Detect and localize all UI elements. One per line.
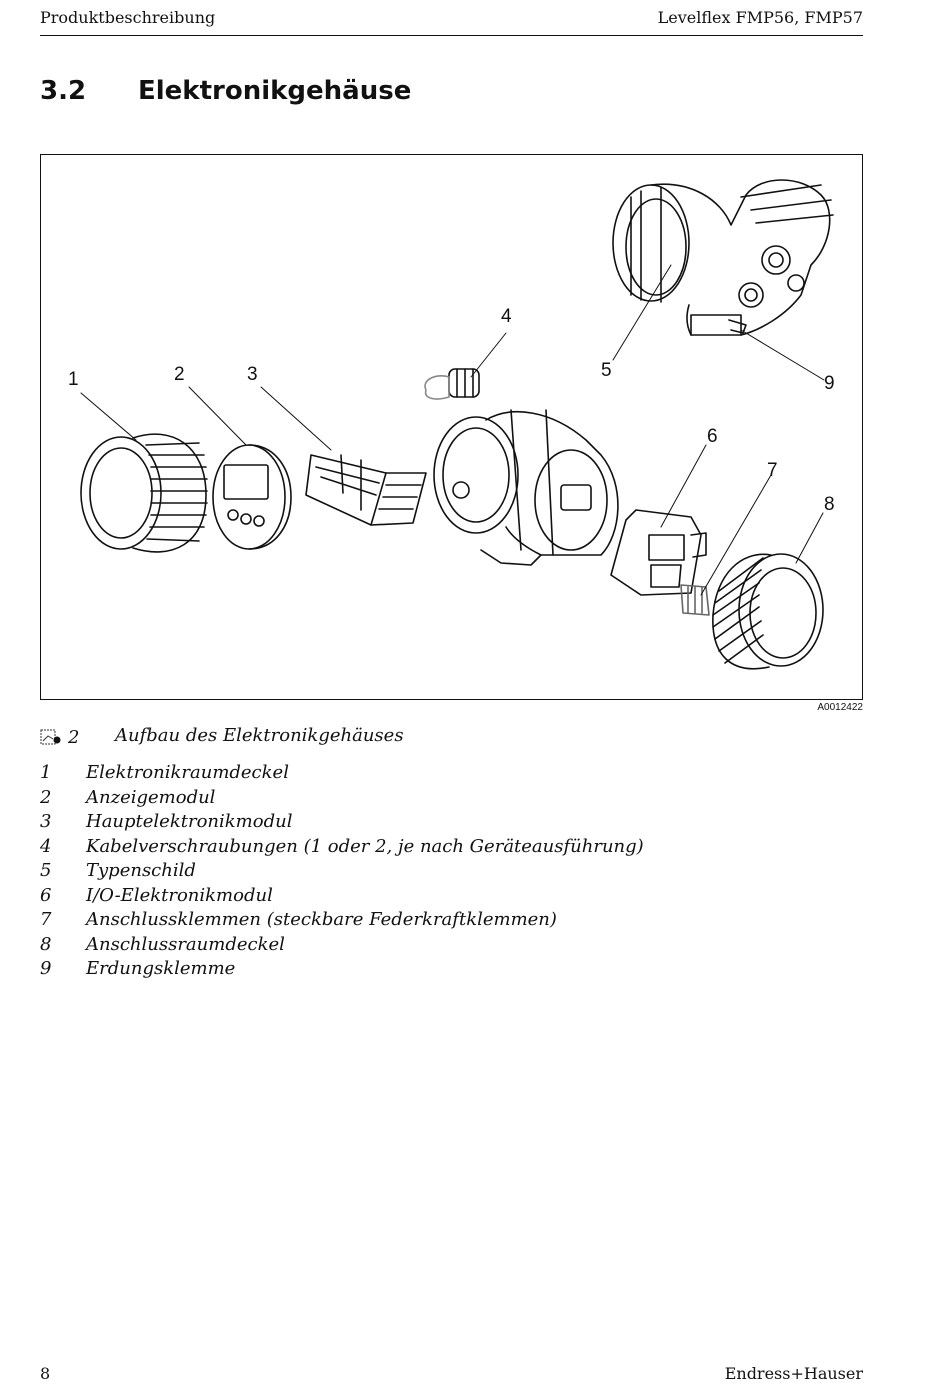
callout-3: 3 [247,364,258,385]
terminal-cover-drawing [713,554,823,669]
legend-text: Anzeigemodul [86,786,216,808]
io-module-drawing [611,510,706,595]
callout-9: 9 [824,373,835,394]
legend-text: Elektronikraumdeckel [86,762,289,783]
legend-number: 1 [40,762,52,783]
legend-number: 5 [40,860,52,881]
exploded-view-drawing [41,155,862,699]
legend-text: Erdungsklemme [86,958,236,979]
callout-2: 2 [174,364,185,385]
page-number: 8 [40,1364,51,1383]
callout-7: 7 [767,460,778,481]
running-header-product: Levelflex FMP56, FMP57 [657,8,863,27]
footer-brand: Endress+Hauser [724,1364,863,1383]
legend-number: 4 [40,835,52,857]
electronics-cover-drawing [81,434,207,552]
legend-text: I/O-Elektronikmodul [86,884,273,906]
cable-gland-drawing [425,369,479,399]
legend-number: 7 [40,909,52,930]
legend-text: Anschlussraumdeckel [86,933,285,955]
housing-body-drawing [434,410,618,565]
main-electronics-drawing [306,455,426,525]
legend-number: 8 [40,933,52,955]
section-title: Elektronikgehäuse [138,76,412,106]
upper-housing-drawing [613,180,833,335]
legend-text: Typenschild [86,860,196,881]
legend-number: 9 [40,958,52,979]
display-module-drawing [213,445,291,549]
callout-4: 4 [501,306,512,327]
callout-8: 8 [824,494,835,515]
callout-1: 1 [68,369,79,390]
callout-6: 6 [707,426,718,447]
callout-5: 5 [601,360,612,381]
legend-text: Hauptelektronikmodul [86,811,293,832]
legend-text: Kabelverschraubungen (1 oder 2, je nach Geräteausführung) [86,835,644,857]
legend-number: 6 [40,884,52,906]
figure-icon [40,729,62,745]
legend-number: 3 [40,811,52,832]
header-rule [40,35,863,36]
running-header-section: Produktbeschreibung [40,8,216,27]
legend-number: 2 [40,786,52,808]
exploded-view-figure [40,154,863,700]
figure-number: 2 [68,727,80,748]
figure-caption: Aufbau des Elektronikgehäuses [115,725,404,746]
figure-id: A0012422 [817,702,863,713]
legend-text: Anschlussklemmen (steckbare Federkraftklemmen) [86,909,557,930]
section-number: 3.2 [40,76,87,106]
